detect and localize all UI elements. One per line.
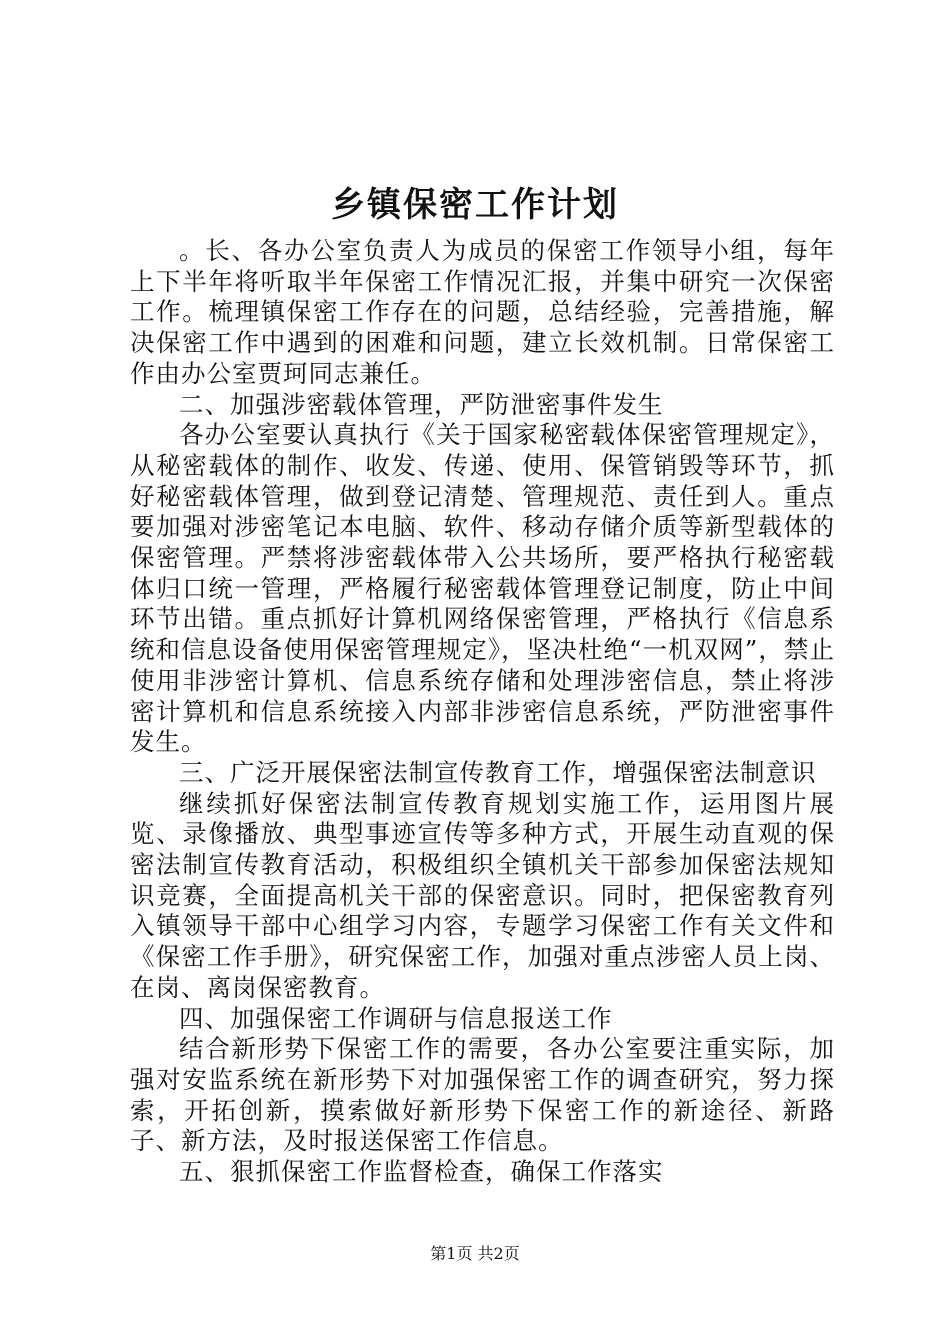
section-heading: 四、加强保密工作调研与信息报送工作 <box>179 1003 613 1033</box>
section-heading: 二、加强涉密载体管理，严防泄密事件发生 <box>179 389 664 419</box>
section-heading: 三、广泛开展保密法制宣传教育工作，增强保密法制意识 <box>179 757 817 787</box>
body-paragraph: 。长、各办公室负责人为成员的保密工作领导小组，每年上下半年将听取半年保密工作情况汇报，并集中研究一次保密工作。梳理镇保密工作存在的问题，总结经验，完善措施，解决保密工作中遇到的困难和问题，建立长效机制。日常保密工作由办公室贾珂同志兼任。 <box>130 236 835 388</box>
body-paragraph: 各办公室要认真执行《关于国家秘密载体保密管理规定》，从秘密载体的制作、收发、传递、使用、保管销毁等环节，抓好秘密载体管理，做到登记清楚、管理规范、责任到人。重点要加强对涉密笔记本电脑、软件、移动存储介质等新型载体的保密管理。严禁将涉密载体带入公共场所，要严格执行秘密载体归口统一管理，严格履行秘密载体管理登记制度，防止中间环节出错。重点抓好计算机网络保密管理，严格执行《信息系统和信息设备使用保密管理规定》，坚决杜绝“一机双网”，禁止使用非涉密计算机、信息系统存储和处理涉密信息，禁止将涉密计算机和信息系统接入内部非涉密信息系统，严防泄密事件发生。 <box>130 420 835 757</box>
document-title: 乡镇保密工作计划 <box>331 185 619 225</box>
section-heading: 五、狠抓保密工作监督检查，确保工作落实 <box>179 1157 664 1187</box>
body-paragraph: 结合新形势下保密工作的需要，各办公室要注重实际，加强对安监系统在新形势下对加强保密工作的调查研究，努力探索，开拓创新，摸索做好新形势下保密工作的新途径、新路子、新方法，及时报送保密工作信息。 <box>130 1034 835 1156</box>
page-number-footer: 第1页 共2页 <box>430 1244 520 1263</box>
body-paragraph: 继续抓好保密法制宣传教育规划实施工作，运用图片展览、录像播放、典型事迹宣传等多种方式，开展生动直观的保密法制宣传教育活动，积极组织全镇机关干部参加保密法规知识竞赛，全面提高机关干部的保密意识。同时，把保密教育列入镇领导干部中心组学习内容，专题学习保密工作有关文件和《保密工作手册》，研究保密工作，加强对重点涉密人员上岗、在岗、离岗保密教育。 <box>130 788 835 1002</box>
document-body <box>130 236 835 1188</box>
